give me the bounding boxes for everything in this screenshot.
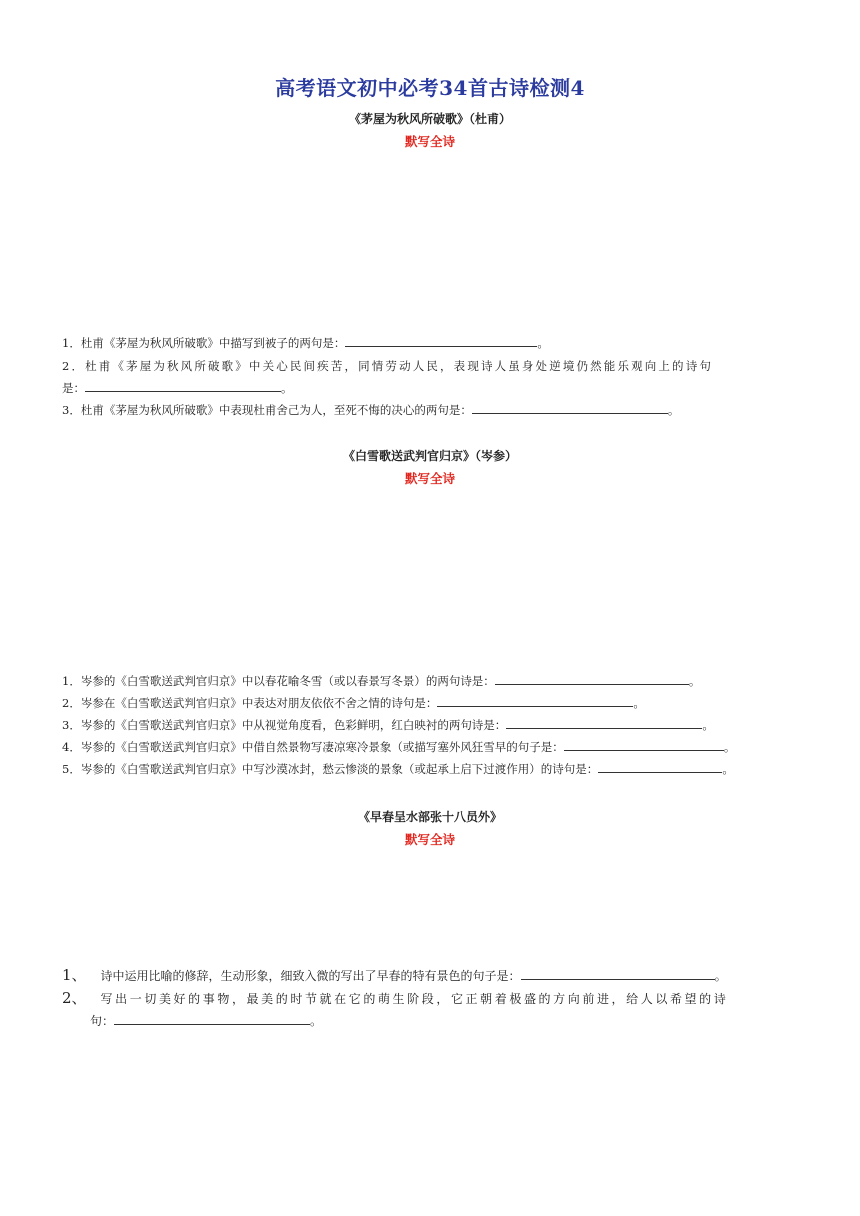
- question-1-3: 3．杜甫《茅屋为秋风所破歌》中表现杜甫舍己为人，至死不悔的决心的两句是： 。: [62, 399, 802, 421]
- poem-title-1: 《茅屋为秋风所破歌》（杜甫）: [348, 112, 511, 126]
- answer-blank[interactable]: [85, 378, 281, 392]
- answer-blank[interactable]: [598, 759, 722, 773]
- poem-title-3: 《早春呈水部张十八员外》: [357, 810, 502, 824]
- question-1-1: 1．杜甫《茅屋为秋风所破歌》中描写到被子的两句是： 。: [62, 332, 802, 354]
- page-title: 高考语文初中必考34首古诗检测4: [275, 76, 585, 100]
- question-3-2-cont: 句： 。: [90, 1010, 830, 1032]
- question-2-5: 5．岑参的《白雪歌送武判官归京》中写沙漠冰封，愁云惨淡的景象（或起承上启下过渡作用）的诗句是： 。: [62, 758, 802, 780]
- answer-blank[interactable]: [495, 671, 689, 685]
- answer-blank[interactable]: [521, 966, 715, 980]
- question-1-2-cont: 是： 。: [62, 377, 802, 399]
- answer-blank[interactable]: [564, 737, 724, 751]
- answer-blank[interactable]: [345, 333, 537, 347]
- answer-blank[interactable]: [472, 400, 668, 414]
- instruction-1: 默写全诗: [404, 134, 455, 149]
- answer-blank[interactable]: [506, 715, 702, 729]
- answer-blank[interactable]: [114, 1011, 310, 1025]
- question-1-2: 2．杜甫《茅屋为秋风所破歌》中关心民间疾苦，同情劳动人民，表现诗人虽身处逆境仍然能乐观向上的诗句: [62, 359, 714, 373]
- poem-title-2: 《白雪歌送武判官归京》（岑参）: [342, 449, 517, 463]
- question-2-3: 3．岑参的《白雪歌送武判官归京》中从视觉角度看，色彩鲜明，红白映衬的两句诗是： 。: [62, 714, 802, 736]
- question-2-4: 4．岑参的《白雪歌送武判官归京》中借自然景物写凄凉寒冷景象（或描写塞外风狂雪早的句子是： 。: [62, 736, 802, 758]
- answer-blank[interactable]: [437, 693, 633, 707]
- question-2-1: 1．岑参的《白雪歌送武判官归京》中以春花喻冬雪（或以春景写冬景）的两句诗是： 。: [62, 670, 802, 692]
- instruction-2: 默写全诗: [404, 471, 455, 486]
- instruction-3: 默写全诗: [404, 832, 455, 847]
- question-3-2: 2、 写出一切美好的事物，最美的时节就在它的萌生阶段，它正朝着极盛的方向前进，给人以希望的诗: [62, 989, 729, 1007]
- question-2-2: 2．岑参在《白雪歌送武判官归京》中表达对朋友依依不舍之情的诗句是： 。: [62, 692, 802, 714]
- question-3-1: 1、 诗中运用比喻的修辞，生动形象，细致入微的写出了早春的特有景色的句子是： 。: [62, 966, 727, 984]
